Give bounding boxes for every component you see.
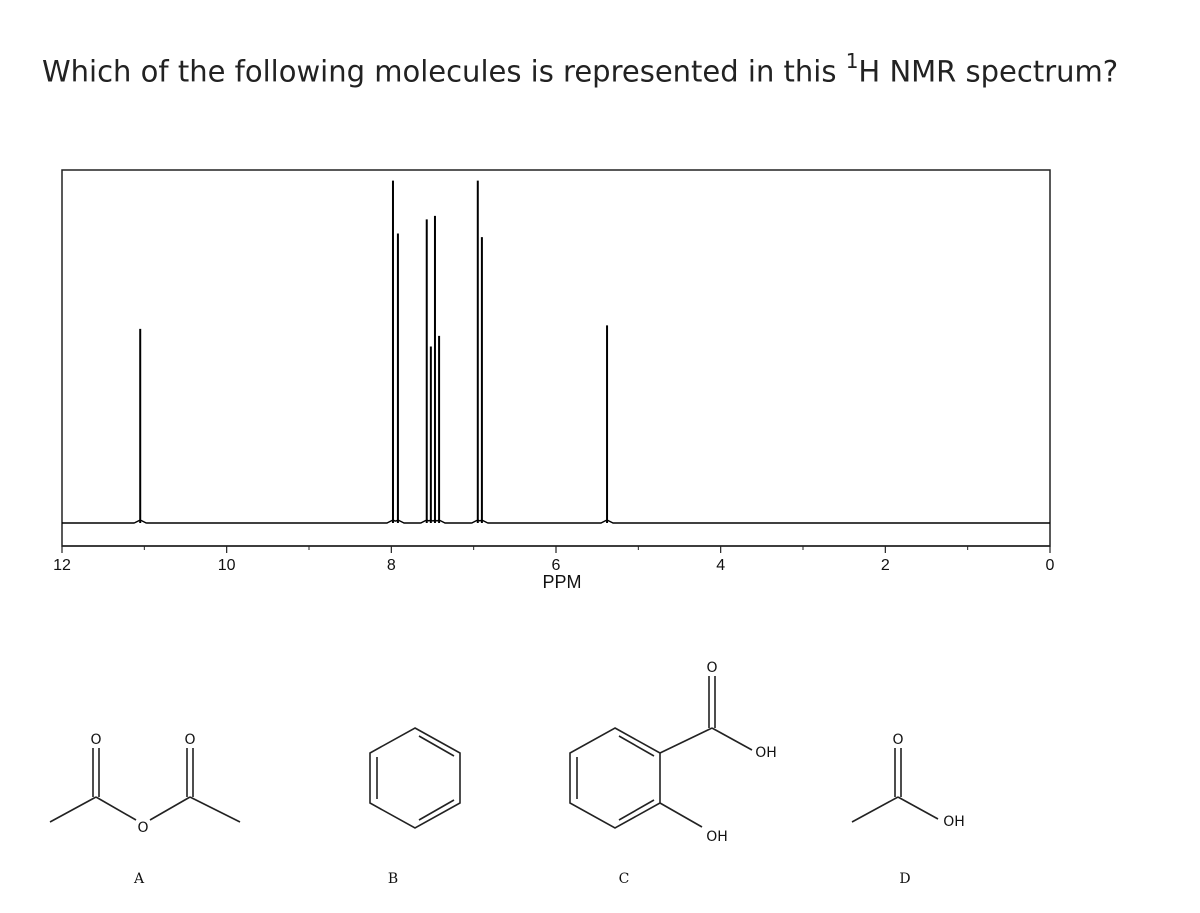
molecule-d-hydroxyl: OH: [943, 814, 965, 830]
question-text: [42, 49, 1119, 89]
molecule-c-bonds: [570, 676, 752, 828]
tick-label: 10: [217, 557, 236, 574]
molecule-b-label: B: [387, 871, 399, 887]
molecule-d[interactable]: [852, 732, 965, 887]
tick-label: 6: [551, 557, 561, 574]
molecule-a-oxygen-bridge: O: [137, 820, 149, 836]
molecule-b-bonds: [370, 728, 460, 828]
tick-label: 2: [880, 557, 890, 574]
molecule-c-acid-hydroxyl: OH: [755, 745, 777, 761]
molecule-b[interactable]: [370, 728, 460, 887]
molecule-a-label: A: [133, 871, 145, 887]
molecule-d-carbonyl-oxygen: O: [892, 732, 904, 748]
spectrum-peaks: [140, 181, 607, 523]
question-superscript: 1: [845, 49, 859, 73]
tick-label: 0: [1045, 557, 1055, 574]
question-suffix: H NMR spectrum?: [858, 54, 1119, 89]
molecule-a-oxygen-2: O: [184, 732, 196, 748]
molecule-c-carbonyl-oxygen: O: [706, 660, 718, 676]
molecule-a-bonds: [50, 748, 240, 822]
question-prefix: Which of the following molecules is represented in this: [42, 54, 846, 89]
molecule-c-label: C: [618, 871, 630, 887]
molecule-a-oxygen-1: O: [90, 732, 102, 748]
molecule-d-label: D: [899, 871, 911, 887]
molecule-a[interactable]: [50, 732, 240, 887]
spectrum-trace: [62, 520, 1050, 523]
answer-choices: [0, 640, 1200, 913]
molecule-d-bonds: [852, 748, 938, 822]
tick-label: 12: [53, 557, 71, 574]
tick-label: 8: [386, 557, 396, 574]
x-axis-ticks: [62, 546, 1050, 553]
molecule-c[interactable]: [570, 660, 777, 887]
nmr-spectrum-chart: [0, 150, 1200, 600]
x-axis-title: PPM: [542, 572, 582, 592]
molecule-c-phenol-hydroxyl: OH: [706, 829, 728, 845]
tick-label: 4: [716, 557, 726, 574]
plot-frame: [62, 170, 1050, 546]
